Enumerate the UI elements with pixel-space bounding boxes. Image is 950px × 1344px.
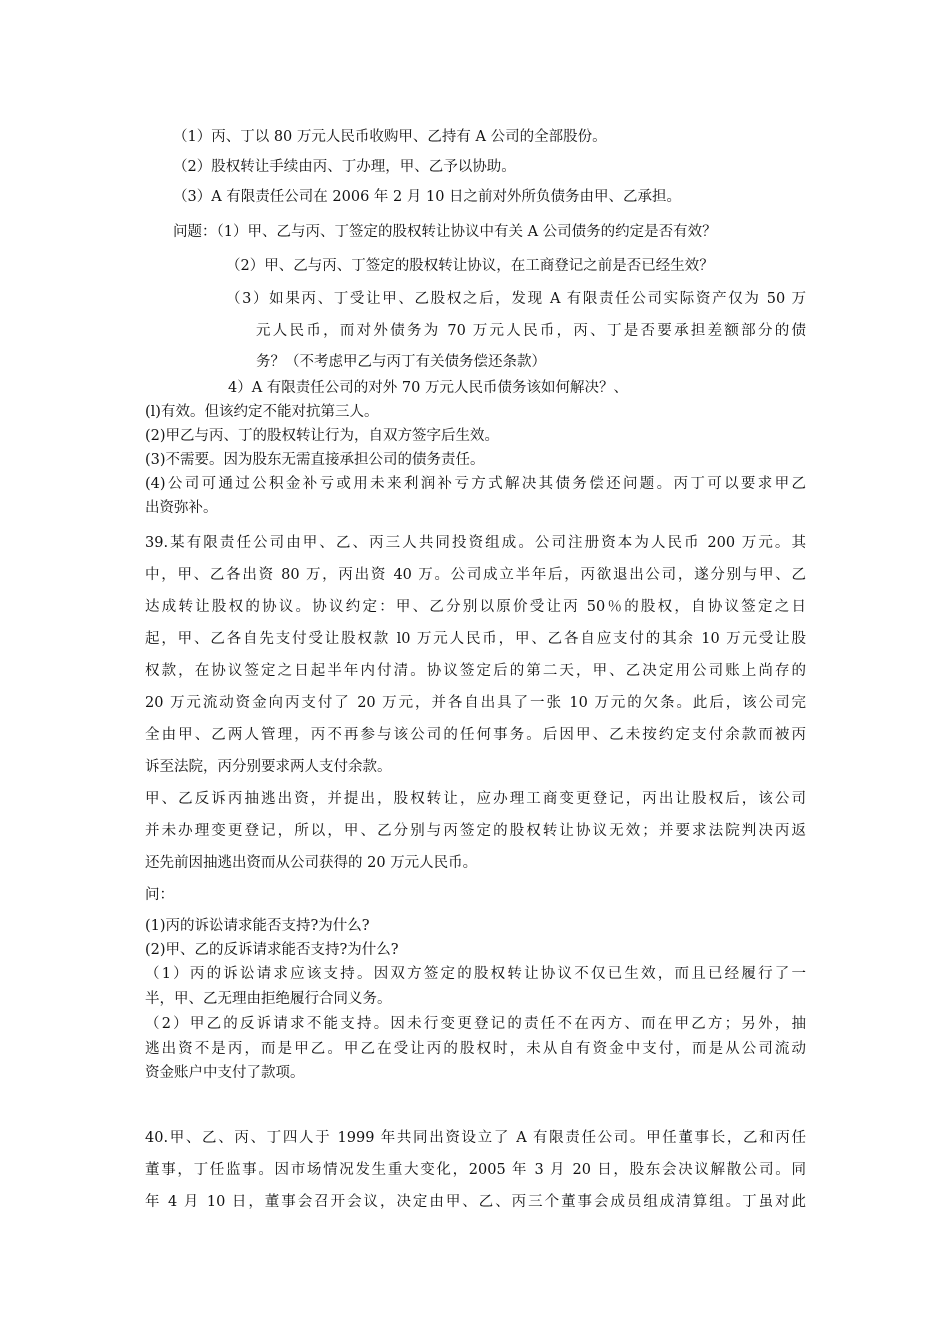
q38-question-3-line-1: （3）如果丙、丁受让甲、乙股权之后，发现 A 有限责任公司实际资产仅为 50 万 <box>226 291 806 307</box>
q39-answer-2-line-2: 逃出资不是丙，而是甲乙。甲乙在受让丙的股权时，未从自有资金中支付，而是从公司流动 <box>145 1041 806 1057</box>
q38-question-1: 问题：（1）甲、乙与丙、丁签定的股权转让协议中有关 A 公司债务的约定是否有效？ <box>173 224 717 240</box>
q38-question-2: （2）甲、乙与丙、丁签定的股权转让协议，在工商登记之前是否已经生效？ <box>226 258 714 274</box>
q39-paragraph-1-line-7: 全由甲、乙两人管理，丙不再参与该公司的任何事务。后因甲、乙未按约定支付余款而被丙 <box>145 727 806 743</box>
q39-paragraph-1-line-4: 起，甲、乙各自先支付受让股权款 l0 万元人民币，甲、乙各自应支付的其余 10 万元受让股 <box>145 631 806 647</box>
q39-paragraph-1-line-1: 39.某有限责任公司由甲、乙、丙三人共同投资组成。公司注册资本为人民币 200 万元。其 <box>145 535 806 551</box>
q39-paragraph-1-line-3: 达成转让股权的协议。协议约定：甲、乙分别以原价受让丙 50％的股权，自协议签定之日 <box>145 599 806 615</box>
q39-paragraph-2-line-3: 还先前因抽逃出资而从公司获得的 20 万元人民币。 <box>145 855 478 871</box>
q38-item-2: （2）股权转让手续由丙、丁办理，甲、乙予以协助。 <box>173 159 516 175</box>
q39-paragraph-1-line-8: 诉至法院，丙分别要求两人支付余款。 <box>145 759 392 775</box>
q38-answer-2: (2)甲乙与丙、丁的股权转让行为，自双方签字后生效。 <box>145 428 500 444</box>
q39-paragraph-1-line-6: 20 万元流动资金向丙支付了 20 万元，并各自出具了一张 10 万元的欠条。此后，该公司完 <box>145 695 806 711</box>
q39-paragraph-1-line-2: 中，甲、乙各出资 80 万，丙出资 40 万。公司成立半年后，丙欲退出公司，遂分别与甲、乙 <box>145 567 806 583</box>
q39-paragraph-1-line-5: 权款，在协议签定之日起半年内付清。协议签定后的第二天，甲、乙决定用公司账上尚存的 <box>145 663 806 679</box>
q39-question-2: (2)甲、乙的反诉请求能否支持?为什么? <box>145 942 399 958</box>
q39-ask-label: 问： <box>145 887 174 903</box>
q39-answer-1-line-2: 半，甲、乙无理由拒绝履行合同义务。 <box>145 991 392 1007</box>
q40-line-3: 年 4 月 10 日，董事会召开会议，决定由甲、乙、丙三个董事会成员组成清算组。丁虽对此 <box>145 1194 806 1210</box>
q38-answer-4-line-1: (4)公司可通过公积金补亏或用未来利润补亏方式解决其债务偿还问题。丙丁可以要求甲乙 <box>145 476 806 492</box>
q40-line-1: 40.甲、乙、丙、丁四人于 1999 年共同出资设立了 A 有限责任公司。甲任董事长，乙和丙任 <box>145 1130 806 1146</box>
q38-item-3: （3）A 有限责任公司在 2006 年 2 月 10 日之前对外所负债务由甲、乙承担。 <box>173 189 682 205</box>
q38-item-1: （1）丙、丁以 80 万元人民币收购甲、乙持有 A 公司的全部股份。 <box>173 129 607 145</box>
q40-line-2: 董事，丁任监事。因市场情况发生重大变化，2005 年 3 月 20 日，股东会决议解散公司。同 <box>145 1162 806 1178</box>
q38-answer-1: (l)有效。但该约定不能对抗第三人。 <box>145 404 379 420</box>
q39-paragraph-2-line-2: 并未办理变更登记，所以，甲、乙分别与丙签定的股权转让协议无效；并要求法院判决丙返 <box>145 823 806 839</box>
q39-paragraph-2-line-1: 甲、乙反诉丙抽逃出资，并提出，股权转让，应办理工商变更登记，丙出让股权后，该公司 <box>145 791 806 807</box>
q38-answer-3: (3)不需要。因为股东无需直接承担公司的债务责任。 <box>145 452 485 468</box>
q39-answer-2-line-3: 资金账户中支付了款项。 <box>145 1065 305 1081</box>
q39-answer-2-line-1: （2）甲乙的反诉请求不能支持。因未行变更登记的责任不在丙方、而在甲乙方；另外，抽 <box>145 1016 806 1032</box>
q39-question-1: (1)丙的诉讼请求能否支持?为什么? <box>145 918 370 934</box>
q38-question-3-line-3: 务？（不考虑甲乙与丙丁有关债务偿还条款） <box>256 354 546 370</box>
q38-answer-4-line-2: 出资弥补。 <box>145 500 218 516</box>
q38-question-3-line-2: 元人民币，而对外债务为 70 万元人民币，丙、丁是否要承担差额部分的债 <box>256 323 806 339</box>
q38-question-4: 4）A 有限责任公司的对外 70 万元人民币债务该如何解决？、 <box>228 380 628 396</box>
q39-answer-1-line-1: （1）丙的诉讼请求应该支持。因双方签定的股权转让协议不仅已生效，而且已经履行了一 <box>145 966 806 982</box>
